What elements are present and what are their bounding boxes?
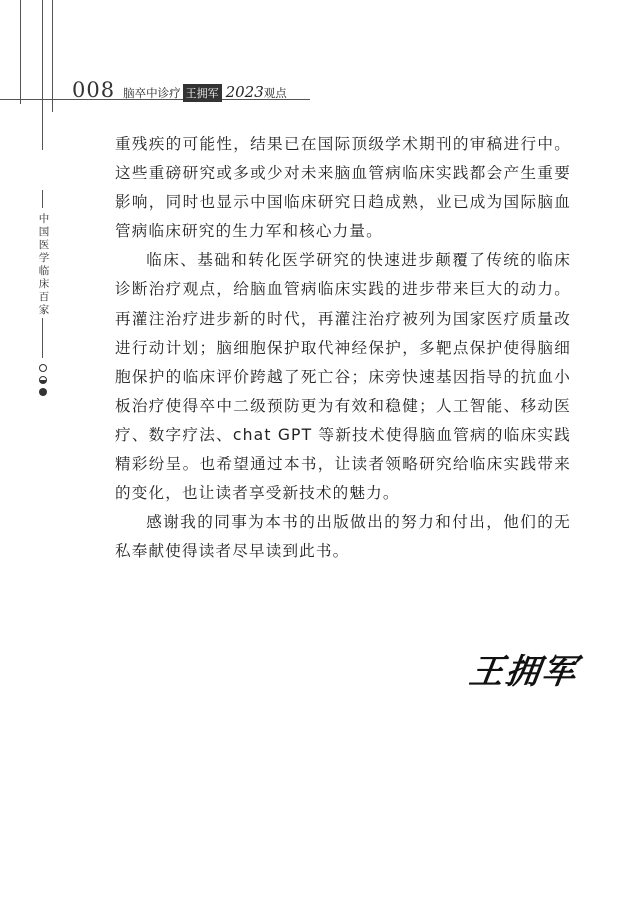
paragraph-2: 临床、基础和转化医学研究的快速进步颠覆了传统的临床诊断治疗观点，给脑血管病临床实践的进步带来巨大的动力。再灌注治疗进步新的时代，再灌注治疗被列为国家医疗质量改进行动计划；脑细胞保护取代神经保护，多靶点保护使得脑细胞保护的临床评价跨越了死亡谷；床旁快速基因指导的抗血小板治疗使得卒中二级预防更为有效和稳健；人工智能、移动医疗、数字疗法、chat GPT 等新技术使得脑血管病的临床实践精彩纷呈。也希望通过本书，让读者领略研究给临床实践带来的变化，也让读者享受新技术的魅力。 xyxy=(115,251,571,503)
frame-vertical-line-3 xyxy=(52,0,53,112)
sidebar-line-top xyxy=(42,190,43,208)
frame-vertical-line-1 xyxy=(20,0,21,104)
author-badge: 王拥军 xyxy=(183,84,222,102)
series-title-vertical: 中国医学临床百家 xyxy=(38,213,50,316)
empty-circle-icon xyxy=(39,364,47,372)
author-signature: 王拥军 xyxy=(466,652,581,692)
page-number: 008 xyxy=(72,78,116,102)
paragraph-3: 感谢我的同事为本书的出版做出的努力和付出，他们的无私奉献使得读者尽早读到此书。 xyxy=(115,513,571,561)
frame-vertical-line-2 xyxy=(42,0,43,150)
book-title: 脑卒中诊疗 xyxy=(123,86,181,100)
title-suffix: 观点 xyxy=(263,86,287,100)
filled-circle-icon xyxy=(39,388,47,396)
paragraph-1: 重残疾的可能性，结果已在国际顶级学术期刊的审稿进行中。这些重磅研究或多或少对未来脑血管病临床实践都会产生重要影响，同时也显示中国临床研究日趋成熟，业已成为国际脑血管病临床研究的生力军和核心力量。 xyxy=(115,135,571,241)
edition-year: 2023 xyxy=(225,83,264,101)
half-circle-icon xyxy=(39,376,47,384)
body-text xyxy=(115,130,571,566)
running-header xyxy=(72,78,287,102)
sidebar-line-middle xyxy=(42,318,43,358)
